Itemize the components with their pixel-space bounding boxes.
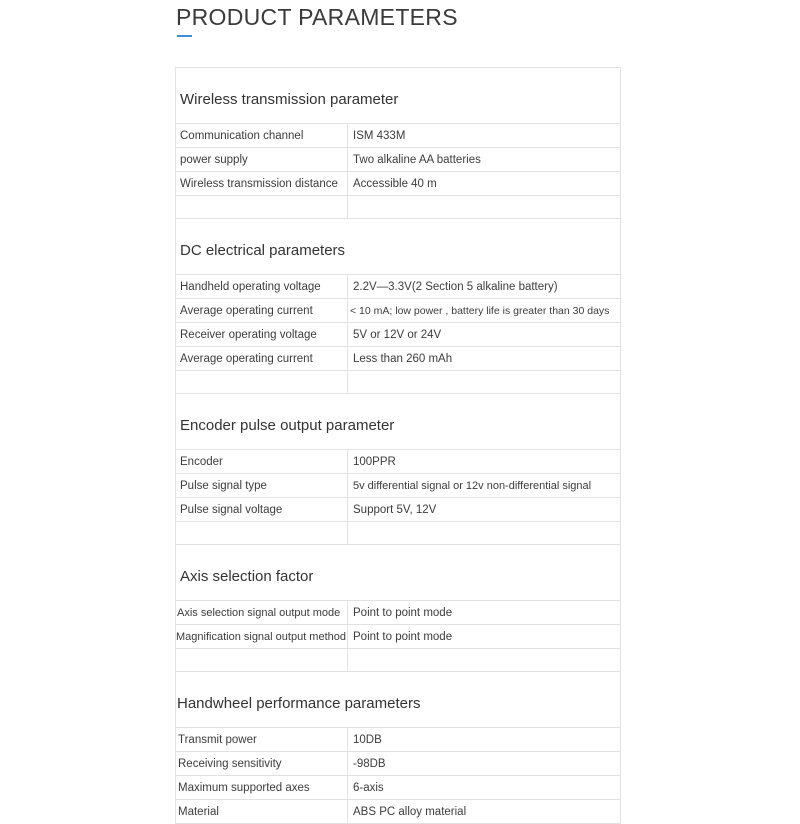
table-row: [176, 450, 621, 474]
empty-cell: [176, 196, 348, 219]
param-value: Point to point mode: [348, 601, 621, 625]
param-value: 5v differential signal or 12v non-differential signal: [348, 474, 621, 498]
param-label: Pulse signal voltage: [176, 498, 348, 522]
section-heading: Handwheel performance parameters: [176, 672, 621, 728]
page-title: PRODUCT PARAMETERS: [176, 4, 458, 30]
param-value: 2.2V—3.3V(2 Section 5 alkaline battery): [348, 275, 621, 299]
param-label: Communication channel: [176, 124, 348, 148]
empty-cell: [176, 371, 348, 394]
param-label: Material: [176, 800, 348, 824]
spec-table: [175, 67, 621, 824]
section-header: [176, 68, 621, 124]
empty-cell: [348, 196, 621, 219]
param-value: 5V or 12V or 24V: [348, 323, 621, 347]
section-heading: Encoder pulse output parameter: [176, 394, 621, 450]
param-value: Point to point mode: [348, 625, 621, 649]
param-value: Support 5V, 12V: [348, 498, 621, 522]
section-header: [176, 672, 621, 728]
param-label: Receiving sensitivity: [176, 752, 348, 776]
empty-cell: [348, 649, 621, 672]
empty-cell: [176, 649, 348, 672]
empty-cell: [348, 522, 621, 545]
table-row: [176, 498, 621, 522]
section-heading: Wireless transmission parameter: [176, 68, 621, 124]
param-value: ABS PC alloy material: [348, 800, 621, 824]
table-row: [176, 172, 621, 196]
empty-cell: [348, 371, 621, 394]
param-label: Average operating current: [176, 299, 348, 323]
spacer-row: [176, 522, 621, 545]
param-value: Accessible 40 m: [348, 172, 621, 196]
param-label: Average operating current: [176, 347, 348, 371]
param-value: ISM 433M: [348, 124, 621, 148]
table-row: [176, 800, 621, 824]
spacer-row: [176, 371, 621, 394]
param-value: Less than 260 mAh: [348, 347, 621, 371]
section-heading: DC electrical parameters: [176, 219, 621, 275]
spacer-row: [176, 196, 621, 219]
table-row: [176, 776, 621, 800]
table-row: [176, 474, 621, 498]
param-label: Handheld operating voltage: [176, 275, 348, 299]
section-heading: Axis selection factor: [176, 545, 621, 601]
param-label: Transmit power: [176, 728, 348, 752]
empty-cell: [176, 522, 348, 545]
section-header: [176, 219, 621, 275]
table-row: [176, 625, 621, 649]
param-label: Magnification signal output method: [176, 625, 348, 649]
table-row: [176, 601, 621, 625]
param-label: Pulse signal type: [176, 474, 348, 498]
param-value: 6-axis: [348, 776, 621, 800]
param-label: Encoder: [176, 450, 348, 474]
param-value: < 10 mA; low power , battery life is greater than 30 days: [348, 299, 621, 323]
spacer-row: [176, 649, 621, 672]
table-row: [176, 752, 621, 776]
param-label: power supply: [176, 148, 348, 172]
param-label: Maximum supported axes: [176, 776, 348, 800]
param-value: Two alkaline AA batteries: [348, 148, 621, 172]
table-row: [176, 728, 621, 752]
table-row: [176, 299, 621, 323]
param-label: Wireless transmission distance: [176, 172, 348, 196]
table-row: [176, 323, 621, 347]
param-value: -98DB: [348, 752, 621, 776]
param-value: 10DB: [348, 728, 621, 752]
table-row: [176, 347, 621, 371]
table-row: [176, 124, 621, 148]
section-header: [176, 545, 621, 601]
param-label: Axis selection signal output mode: [176, 601, 348, 625]
title-underline: [177, 35, 192, 37]
param-label: Receiver operating voltage: [176, 323, 348, 347]
table-row: [176, 275, 621, 299]
param-value: 100PPR: [348, 450, 621, 474]
table-row: [176, 148, 621, 172]
section-header: [176, 394, 621, 450]
